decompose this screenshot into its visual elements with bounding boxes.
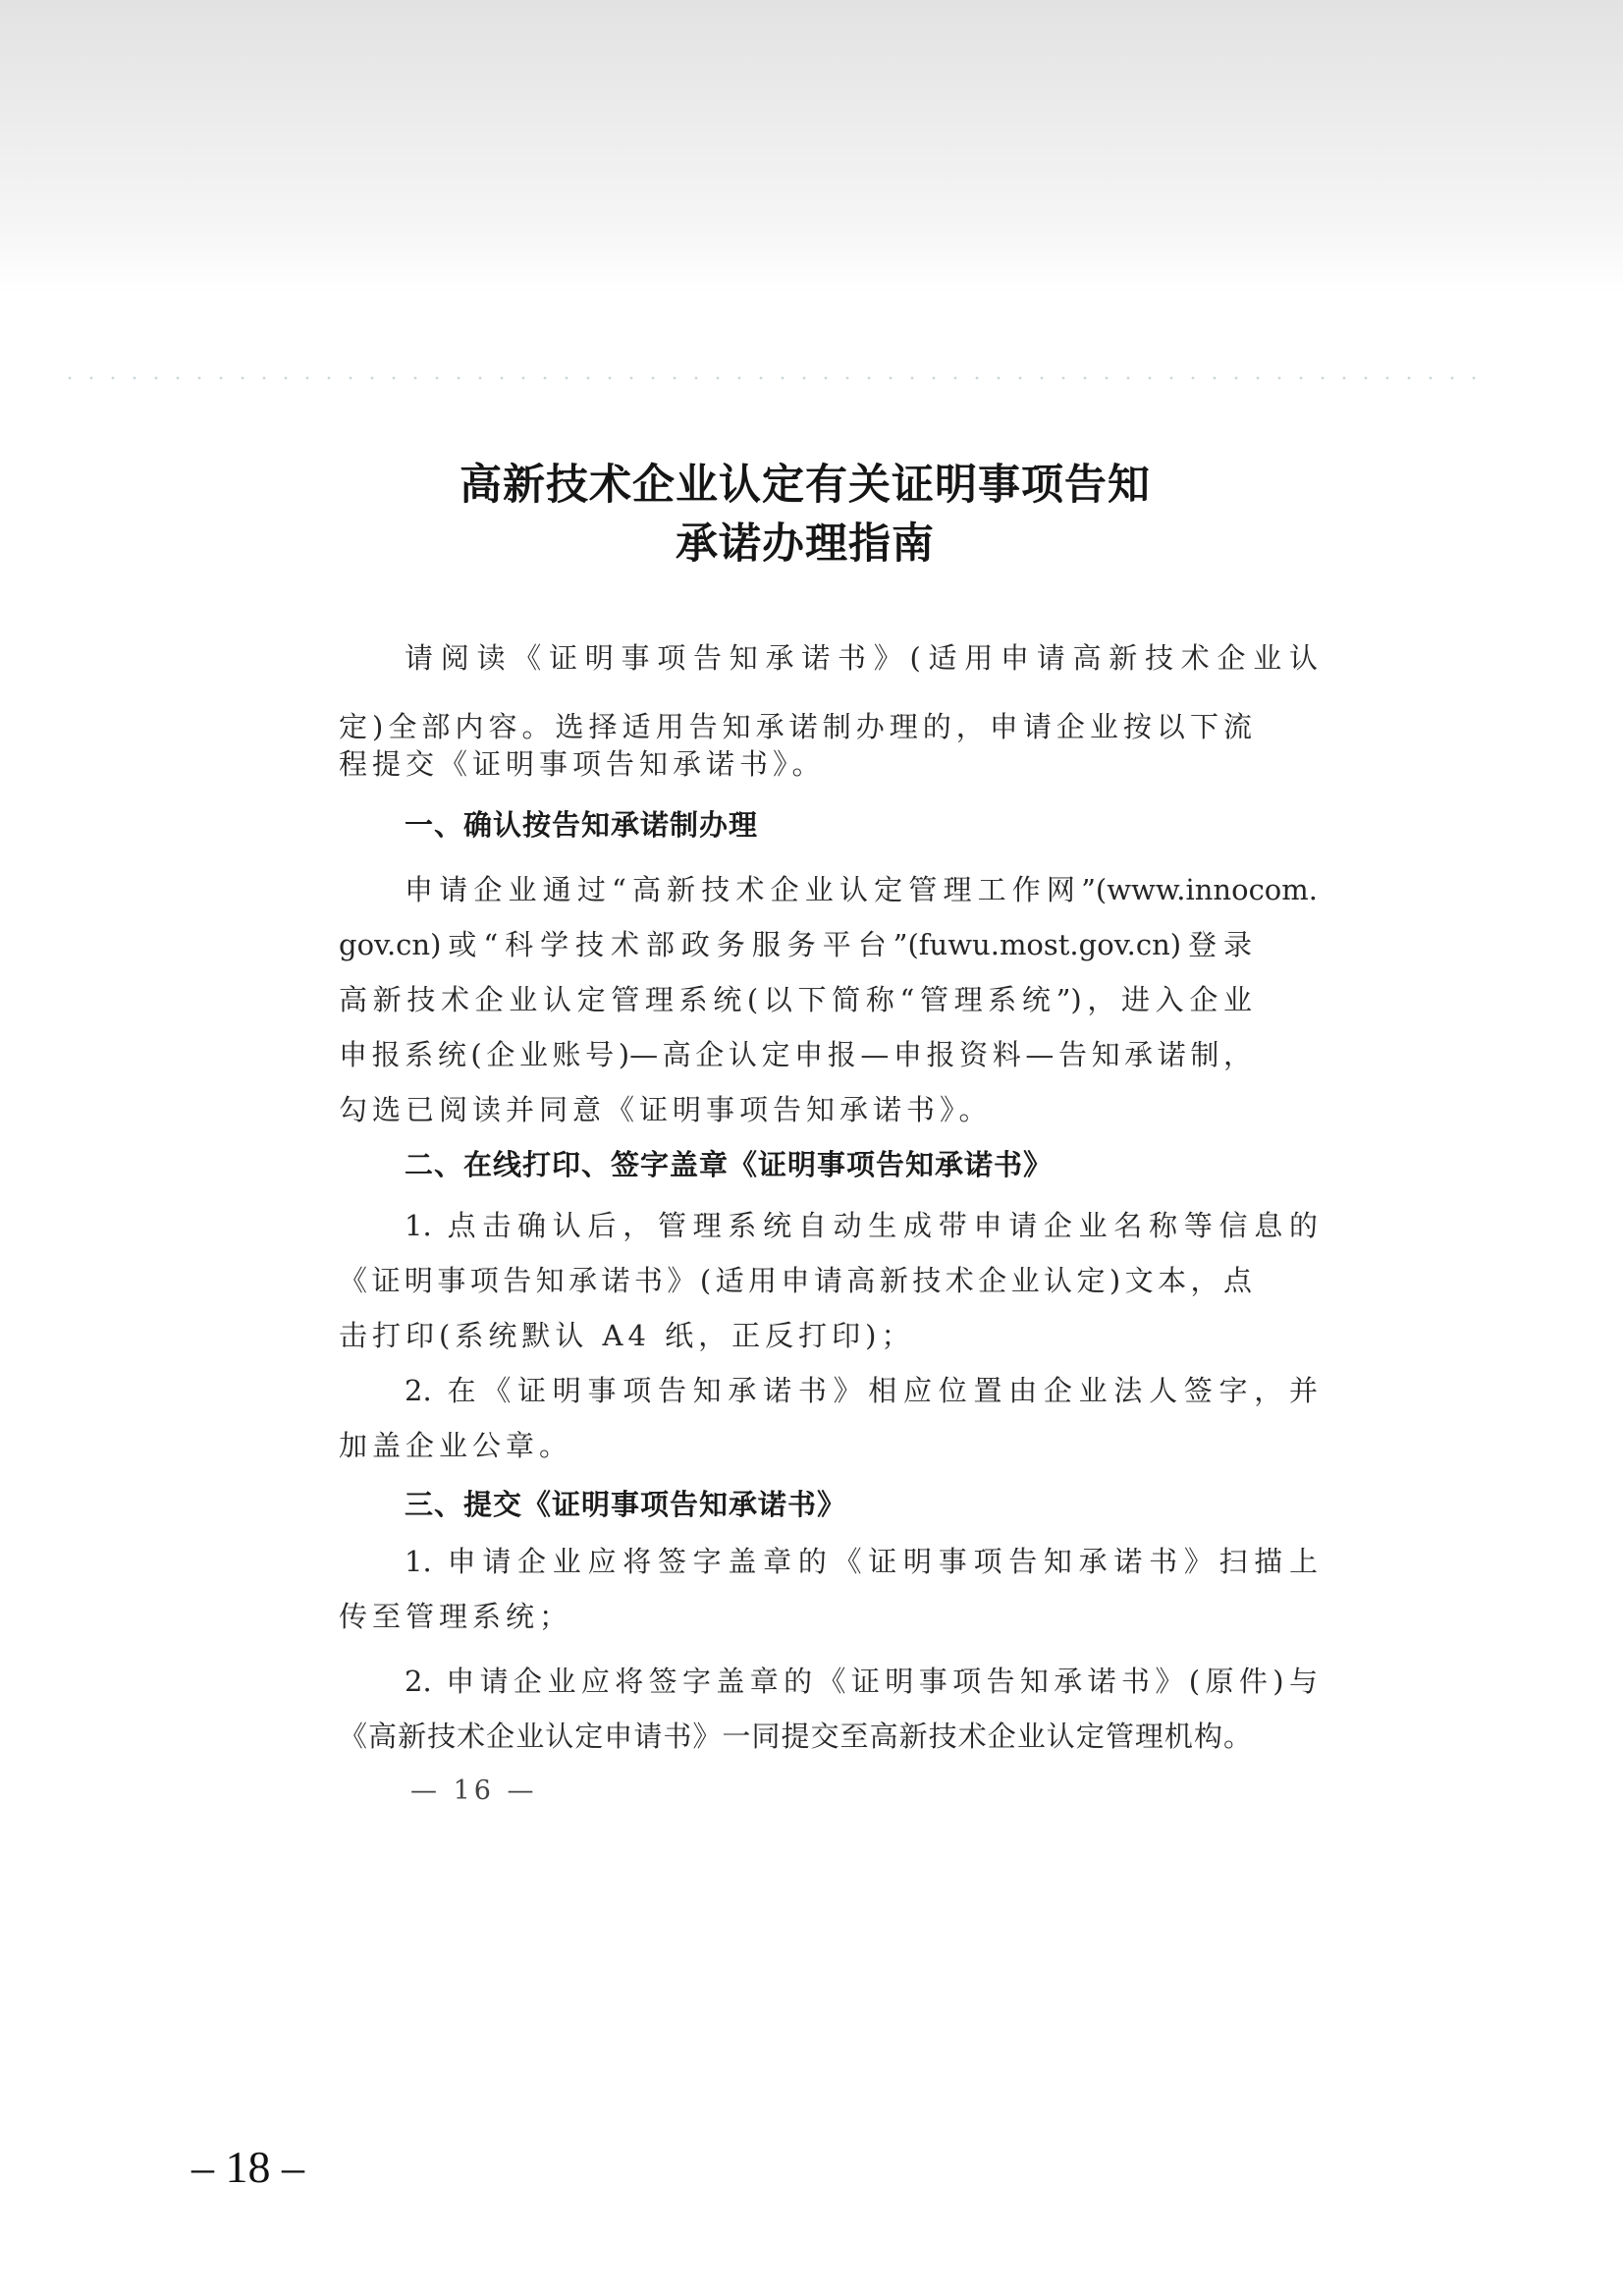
section-3-heading: 三、提交《证明事项告知承诺书》: [405, 1488, 847, 1521]
section-1-line-2: gov.cn)或“科学技术部政务服务平台”(fuwu.most.gov.cn)登录: [339, 928, 1252, 961]
section-3-line-3: 2. 申请企业应将签字盖章的《证明事项告知承诺书》(原件)与: [405, 1665, 1318, 1698]
scan-shading: [0, 0, 1623, 295]
section-2-line-4: 2. 在《证明事项告知承诺书》相应位置由企业法人签字，并: [405, 1374, 1318, 1407]
intro-line-2: 定)全部内容。选择适用告知承诺制办理的，申请企业按以下流: [339, 710, 1252, 743]
document-title-line-2: 承诺办理指南: [676, 519, 935, 569]
document-title-line-1: 高新技术企业认定有关证明事项告知: [460, 461, 1151, 510]
section-2-line-2: 《证明事项告知承诺书》(适用申请高新技术企业认定)文本，点: [339, 1264, 1252, 1297]
section-3-line-4: 《高新技术企业认定申请书》一同提交至高新技术企业认定管理机构。: [339, 1720, 1252, 1753]
intro-line-3: 程提交《证明事项告知承诺书》。: [339, 747, 826, 781]
section-3-line-2: 传至管理系统；: [339, 1600, 573, 1633]
section-1-line-1: 申请企业通过“高新技术企业认定管理工作网”(www.innocom.: [405, 873, 1318, 906]
inner-page-number: — 16 —: [410, 1776, 538, 1806]
intro-line-1: 请阅读《证明事项告知承诺书》(适用申请高新技术企业认: [405, 641, 1318, 675]
section-2-heading: 二、在线打印、签字盖章《证明事项告知承诺书》: [405, 1148, 1054, 1181]
section-2-line-5: 加盖企业公章。: [339, 1429, 573, 1462]
scan-artifact-line: [59, 376, 1483, 380]
page-number: – 18 –: [191, 2142, 304, 2192]
section-3-line-1: 1. 申请企业应将签字盖章的《证明事项告知承诺书》扫描上: [405, 1545, 1318, 1578]
section-2-line-3: 击打印(系统默认 A4 纸，正反打印)；: [339, 1319, 915, 1352]
section-1-heading: 一、确认按告知承诺制办理: [405, 808, 759, 842]
section-1-line-3: 高新技术企业认定管理系统(以下简称“管理系统”)，进入企业: [339, 983, 1252, 1016]
section-1-line-4: 申报系统(企业账号)—高企认定申报—申报资料—告知承诺制，: [339, 1038, 1252, 1071]
section-2-line-1: 1. 点击确认后，管理系统自动生成带申请企业名称等信息的: [405, 1209, 1318, 1242]
section-1-line-5: 勾选已阅读并同意《证明事项告知承诺书》。: [339, 1093, 993, 1126]
